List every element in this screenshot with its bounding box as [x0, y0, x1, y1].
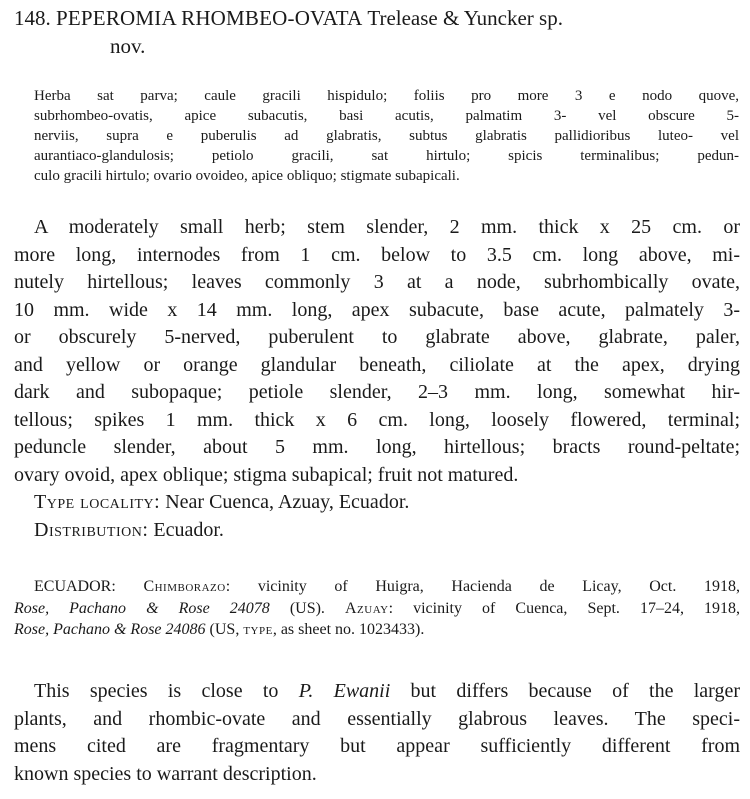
latin-line: nerviis, supra e puberulis ad glabratis, subtus glabratis pallidioribus luteo- vel	[34, 128, 739, 144]
description-line: ovary ovoid, apex oblique; stigma subapical; fruit not matured.	[14, 463, 519, 486]
specimen-line	[14, 619, 740, 641]
species-suffix: nov.	[110, 34, 146, 58]
specimen-province: Azuay	[344, 599, 389, 617]
note-line: known species to warrant description.	[14, 762, 317, 785]
specimens-cited	[14, 576, 740, 641]
description-line: or obscurely 5-nerved, puberulent to glabrate above, glabrate, paler,	[14, 326, 740, 348]
description-line: tellous; spikes 1 mm. thick x 6 cm. long, loosely flowered, terminal;	[14, 408, 740, 431]
description-line: more long, internodes from 1 cm. below to 3.5 cm. long above, mi-	[14, 243, 740, 266]
latin-line: aurantiaco-glandulosis; petiolo gracili, sat hirtulo; spicis terminalibus; pedun-	[34, 148, 739, 164]
note-line	[14, 678, 740, 706]
specimen-text: , as sheet no. 1023433).	[272, 621, 425, 638]
description-line: and yellow or orange glandular beneath, ciliolate at the apex, drying	[14, 353, 740, 376]
distribution	[14, 517, 740, 545]
comparative-note	[14, 678, 740, 788]
type-locality-value: Near Cuenca, Azuay, Ecuador.	[165, 491, 410, 513]
specimen-line: ECUADOR: Chimborazo: vicinity of Huigra, Hacienda de Licay, Oct. 1918,	[34, 578, 740, 595]
latin-diagnosis	[34, 86, 739, 186]
specimen-country: ECUADOR	[34, 578, 112, 595]
latin-line: culo gracili hirtulo; ovario ovoideo, apice obliquo; stigmate subapicali.	[34, 168, 460, 184]
note-text: but differs because of the larger	[390, 680, 740, 702]
species-number: 148.	[14, 6, 51, 30]
note-line: mens cited are fragmentary but appear sufficiently different from	[14, 735, 740, 757]
description-line: 10 mm. wide x 14 mm. long, apex subacute, base acute, palmately 3-	[14, 298, 740, 321]
distribution-value: Ecuador.	[153, 518, 224, 541]
specimen-type-label: type	[243, 621, 273, 638]
type-locality-label: Type locality:	[34, 491, 161, 513]
specimen-province: Chimborazo	[143, 578, 226, 595]
specimen-text: vicinity of Huigra, Hacienda de Licay, Oct. 1918,	[257, 578, 740, 595]
specimen-text: (US).	[289, 599, 325, 617]
species-binomial: PEPEROMIA RHOMBEO-OVATA	[56, 6, 363, 30]
description-line: A moderately small herb; stem slender, 2 mm. thick x 25 cm. or	[34, 216, 740, 238]
latin-line: subrhombeo-ovatis, apice subacutis, basi acutis, palmatim 3- vel obscure 5-	[34, 108, 739, 124]
description-line: peduncle slender, about 5 mm. long, hirtellous; bracts round-peltate;	[14, 436, 740, 458]
note-line: plants, and rhombic-ovate and essentially glabrous leaves. The speci-	[14, 707, 740, 730]
english-description	[14, 214, 740, 544]
specimen-text: (US,	[209, 621, 240, 638]
type-locality	[14, 489, 740, 517]
specimen-text: vicinity of Cuenca, Sept. 17–24, 1918,	[413, 599, 740, 617]
specimen-collectors: Rose, Pachano & Rose 24086	[14, 621, 206, 638]
note-species-name: P. Ewanii	[298, 680, 391, 702]
description-line: dark and subopaque; petiole slender, 2–3 mm. long, somewhat hir-	[14, 381, 740, 403]
specimen-collectors: Rose, Pachano & Rose 24078	[14, 599, 270, 617]
species-authority: Trelease & Yuncker sp.	[367, 6, 563, 30]
description-line: nutely hirtellous; leaves commonly 3 at a node, subrhombically ovate,	[14, 271, 740, 293]
species-heading	[14, 4, 744, 60]
note-text: This species is close to	[34, 680, 299, 702]
distribution-label: Distribution:	[34, 518, 149, 541]
specimen-line: Rose, Pachano & Rose 24078 (US). Azuay: vicinity of Cuenca, Sept. 17–24, 1918,	[14, 599, 740, 617]
latin-line: Herba sat parva; caule gracili hispidulo; foliis pro more 3 e nodo quove,	[34, 88, 739, 104]
